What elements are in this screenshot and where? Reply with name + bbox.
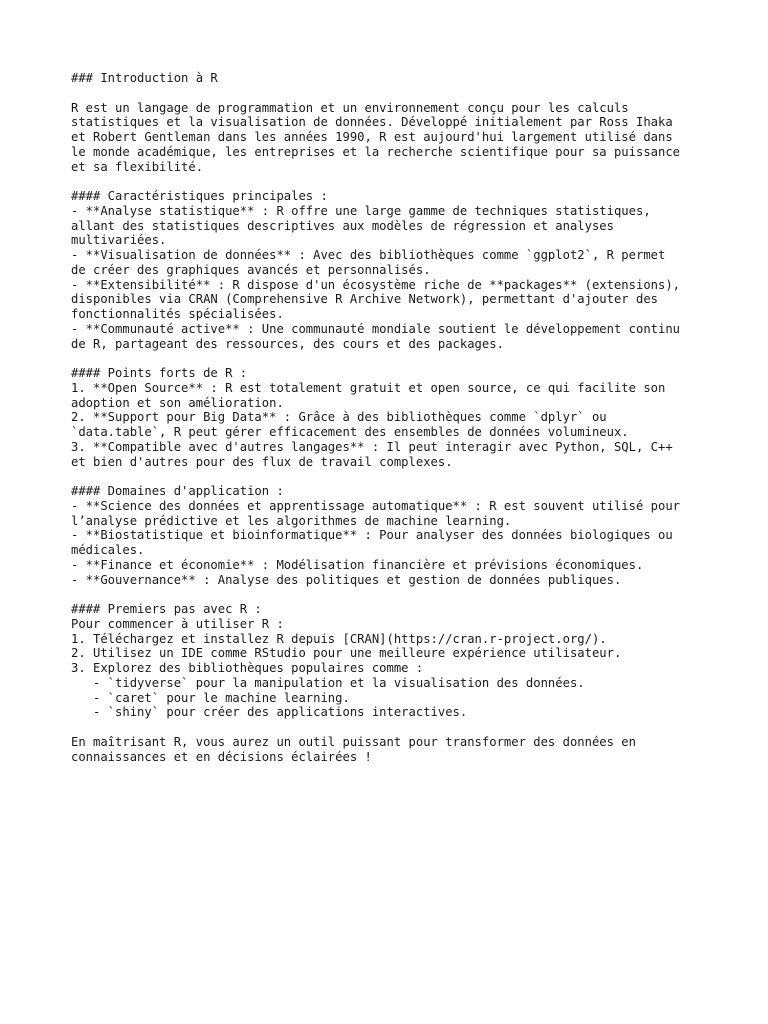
list-item: - **Gouvernance** : Analyse des politiques et gestion de données publiques.	[71, 572, 622, 587]
section-heading: #### Domaines d'application :	[71, 484, 284, 498]
blank-line	[71, 469, 711, 484]
blank-line	[71, 720, 711, 735]
text-line: adoption et son amélioration.	[71, 395, 284, 410]
list-item: - **Analyse statistique** : R offre une large gamme de techniques statistiques,	[71, 203, 651, 218]
list-item: - **Visualisation de données** : Avec des bibliothèques comme `ggplot2`, R permet	[71, 248, 666, 262]
text-line: le monde académique, les entreprises et la recherche scientifique pour sa puissance	[71, 144, 681, 159]
list-item: - `shiny` pour créer des applications interactives.	[71, 705, 468, 720]
blank-line	[71, 587, 711, 602]
blank-line	[71, 86, 711, 101]
section-heading: #### Caractéristiques principales :	[71, 189, 328, 203]
text-line: et bien d'autres pour des flux de travail complexes.	[71, 454, 453, 469]
section-heading: #### Premiers pas avec R :	[71, 602, 262, 616]
text-line: `data.table`, R peut gérer efficacement des ensembles de données volumineux.	[71, 425, 629, 439]
text-line: statistiques et la visualisation de données. Développé initialement par Ross Ihaka	[71, 115, 673, 130]
text-line: connaissances et en décisions éclairées !	[71, 749, 372, 764]
list-item: - **Communauté active** : Une communauté mondiale soutient le développement continu	[71, 321, 681, 336]
text-line: de R, partageant des ressources, des cours et des packages.	[71, 336, 504, 351]
list-item: - `caret` pour le machine learning.	[71, 690, 350, 705]
text-line: R est un langage de programmation et un environnement conçu pour les calculs	[71, 100, 629, 115]
text-line: l’analyse prédictive et les algorithmes de machine learning.	[71, 513, 512, 528]
numbered-item: 2. Utilisez un IDE comme RStudio pour une meilleure expérience utilisateur.	[71, 646, 622, 661]
document-title: ### Introduction à R	[71, 71, 218, 85]
list-item: - **Extensibilité** : R dispose d'un écosystème riche de **packages** (extensions),	[71, 277, 681, 292]
text-line: de créer des graphiques avancés et personnalisés.	[71, 262, 431, 277]
text-line: et Robert Gentleman dans les années 1990, R est aujourd'hui largement utilisé dans	[71, 130, 673, 144]
numbered-item: 1. **Open Source** : R est totalement gratuit et open source, ce qui facilite son	[71, 380, 666, 395]
text-line: disponibles via CRAN (Comprehensive R Archive Network), permettant d'ajouter des	[71, 292, 658, 307]
list-item: - **Science des données et apprentissage automatique** : R est souvent utilisé pour	[71, 498, 681, 513]
text-line: En maîtrisant R, vous aurez un outil puissant pour transformer des données en	[71, 734, 636, 749]
section-heading: #### Points forts de R :	[71, 366, 248, 380]
blank-line	[71, 174, 711, 189]
text-line: allant des statistiques descriptives aux modèles de régression et analyses	[71, 218, 614, 233]
numbered-item: 2. **Support pour Big Data** : Grâce à des bibliothèques comme `dplyr` ou	[71, 410, 607, 425]
document-body	[71, 71, 711, 764]
list-item: - **Biostatistique et bioinformatique** : Pour analyser des données biologiques ou	[71, 528, 673, 543]
blank-line	[71, 351, 711, 366]
text-line: fonctionnalités spécialisées.	[71, 307, 284, 321]
numbered-item: 3. Explorez des bibliothèques populaires comme :	[71, 661, 424, 675]
list-item: - **Finance et économie** : Modélisation financière et prévisions économiques.	[71, 557, 644, 572]
list-item: - `tidyverse` pour la manipulation et la visualisation des données.	[71, 675, 585, 690]
numbered-item: 1. Téléchargez et installez R depuis [CRAN](https://cran.r-project.org/).	[71, 631, 607, 646]
text-line: multivariées.	[71, 233, 167, 248]
text-line: et sa flexibilité.	[71, 159, 204, 174]
text-line: Pour commencer à utiliser R :	[71, 616, 284, 631]
text-line: médicales.	[71, 543, 145, 557]
numbered-item: 3. **Compatible avec d'autres langages** : Il peut interagir avec Python, SQL, C++	[71, 439, 673, 454]
